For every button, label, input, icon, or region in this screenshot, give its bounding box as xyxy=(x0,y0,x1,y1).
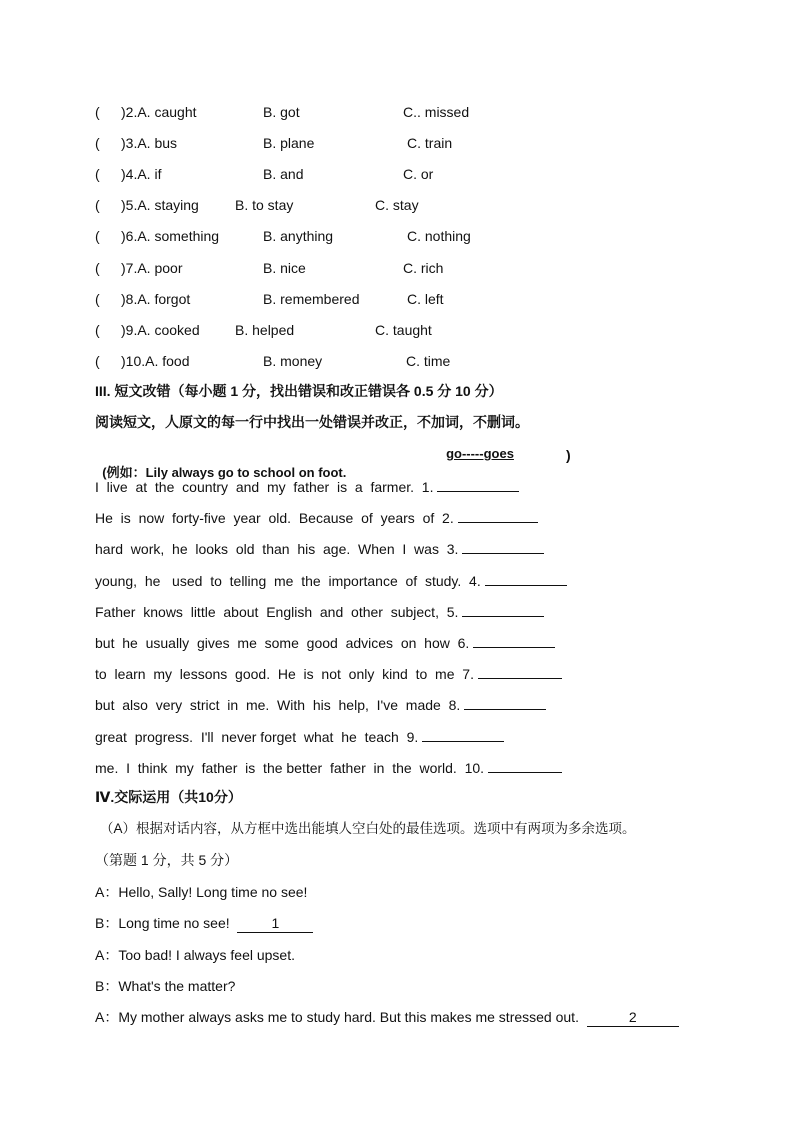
choice-option-b: B. nice xyxy=(263,259,306,276)
choice-option-a: )4.A. if xyxy=(121,166,162,183)
section-4-heading: Ⅳ.交际运用（共10分） xyxy=(95,789,242,805)
answer-paren: ( xyxy=(95,135,100,152)
answer-paren: ( xyxy=(95,259,100,276)
answer-blank[interactable] xyxy=(478,664,562,679)
dialogue-text: A：My mother always asks me to study hard. But this makes me stressed out. xyxy=(95,1009,579,1026)
choice-option-b: B. money xyxy=(263,352,323,369)
choice-option-a: )6.A. something xyxy=(121,228,220,245)
choice-option-a: )3.A. bus xyxy=(121,135,178,152)
choice-option-c: C. time xyxy=(406,352,451,369)
example-answer: go-----goes xyxy=(446,446,514,461)
passage-text: me. I think my father is the better father in the world. 10. xyxy=(95,759,488,776)
section-3-instruction: 阅读短文，人原文的每一行中找出一处错误并改正，不加词，不删词。 xyxy=(95,414,529,430)
dialogue-line xyxy=(95,914,313,933)
choice-option-a: )5.A. staying xyxy=(121,197,199,214)
passage-text: Father knows little about English and other subject, 5. xyxy=(95,603,463,620)
choice-option-c: C. left xyxy=(407,290,444,307)
choice-option-b: B. helped xyxy=(235,321,295,338)
answer-blank[interactable] xyxy=(437,477,519,492)
passage-line xyxy=(95,695,546,714)
answer-paren: ( xyxy=(95,104,100,120)
answer-paren: ( xyxy=(95,166,100,183)
passage-text: but he usually gives me some good advices on how 6. xyxy=(95,635,474,651)
answer-blank[interactable] xyxy=(464,695,546,710)
passage-line xyxy=(95,602,544,621)
passage-line xyxy=(95,477,519,496)
choice-option-c: C. train xyxy=(407,135,453,152)
answer-blank[interactable] xyxy=(458,508,538,523)
passage-line xyxy=(95,727,504,746)
dialogue-text: A：Hello, Sally! Long time no see! xyxy=(95,884,308,900)
passage-text: I live at the country and my father is a farmer. 1. xyxy=(95,479,438,495)
passage-text: to learn my lessons good. He is not only kind to me 7. xyxy=(95,666,478,683)
answer-paren: ( xyxy=(95,290,100,307)
choice-option-c: C. taught xyxy=(375,321,432,338)
passage-line xyxy=(95,508,538,527)
passage-text: He is now forty-five year old. Because of years of 2. xyxy=(95,510,458,527)
answer-blank[interactable] xyxy=(485,571,567,586)
passage-text: young, he used to telling me the importance of study. 4. xyxy=(95,572,485,589)
choice-option-b: B. anything xyxy=(263,228,334,245)
choice-option-a: )9.A. cooked xyxy=(121,321,200,338)
choice-option-a: )8.A. forgot xyxy=(121,290,191,307)
choice-option-c: C. stay xyxy=(375,197,419,214)
choice-option-b: B. plane xyxy=(263,135,315,152)
dialogue-line xyxy=(95,946,295,964)
choice-option-b: B. and xyxy=(263,166,304,183)
dialogue-text: B：Long time no see! xyxy=(95,915,230,932)
passage-line xyxy=(95,758,562,777)
choice-option-a: )2.A. caught xyxy=(121,104,197,120)
choice-option-c: C.. missed xyxy=(403,104,470,120)
choice-option-b: B. to stay xyxy=(235,197,294,214)
dialogue-line xyxy=(95,883,307,901)
choice-option-c: C. or xyxy=(403,166,434,183)
passage-text: hard work, he looks old than his age. When I was 3. xyxy=(95,541,463,558)
passage-line xyxy=(95,633,555,652)
answer-blank[interactable] xyxy=(488,758,562,773)
section-4-instruction: （A）根据对话内容，从方框中选出能填人空白处的最佳选项。选项中有两项为多余选项。 xyxy=(100,821,636,836)
choice-option-a: )10.A. food xyxy=(121,352,190,369)
passage-line xyxy=(95,664,562,683)
answer-paren: ( xyxy=(95,197,100,214)
dialogue-line xyxy=(95,977,235,995)
dialogue-blank[interactable]: 1 xyxy=(237,914,313,933)
answer-paren: ( xyxy=(95,352,100,369)
dialogue-text: B：What's the matter? xyxy=(95,977,236,994)
choice-option-c: C. nothing xyxy=(407,228,471,245)
passage-text: great progress. I'll never forget what he teach 9. xyxy=(95,728,423,745)
dialogue-line xyxy=(95,1008,679,1027)
answer-blank[interactable] xyxy=(462,602,544,617)
example-close-paren: ) xyxy=(566,447,571,463)
choice-option-a: )7.A. poor xyxy=(121,259,183,276)
dialogue-text: A：Too bad! I always feel upset. xyxy=(95,946,295,963)
choice-option-b: B. got xyxy=(263,104,300,120)
passage-text: but also very strict in me. With his help, I've made 8. xyxy=(95,697,465,714)
answer-blank[interactable] xyxy=(422,727,504,742)
passage-line xyxy=(95,539,544,558)
choice-option-c: C. rich xyxy=(403,259,444,276)
answer-paren: ( xyxy=(95,321,100,338)
answer-blank[interactable] xyxy=(462,539,544,554)
score-note: （第题 1 分，共 5 分） xyxy=(95,852,239,868)
section-3-heading: III. 短文改错（每小题 1 分，找出错误和改正错误各 0.5 分 10 分） xyxy=(95,383,503,399)
example-sentence: (例如：Lily always go to school on foot. xyxy=(102,465,347,480)
passage-line xyxy=(95,571,567,590)
choice-option-b: B. remembered xyxy=(263,290,360,307)
answer-blank[interactable] xyxy=(473,633,555,648)
answer-paren: ( xyxy=(95,228,100,245)
dialogue-blank[interactable]: 2 xyxy=(587,1008,679,1027)
